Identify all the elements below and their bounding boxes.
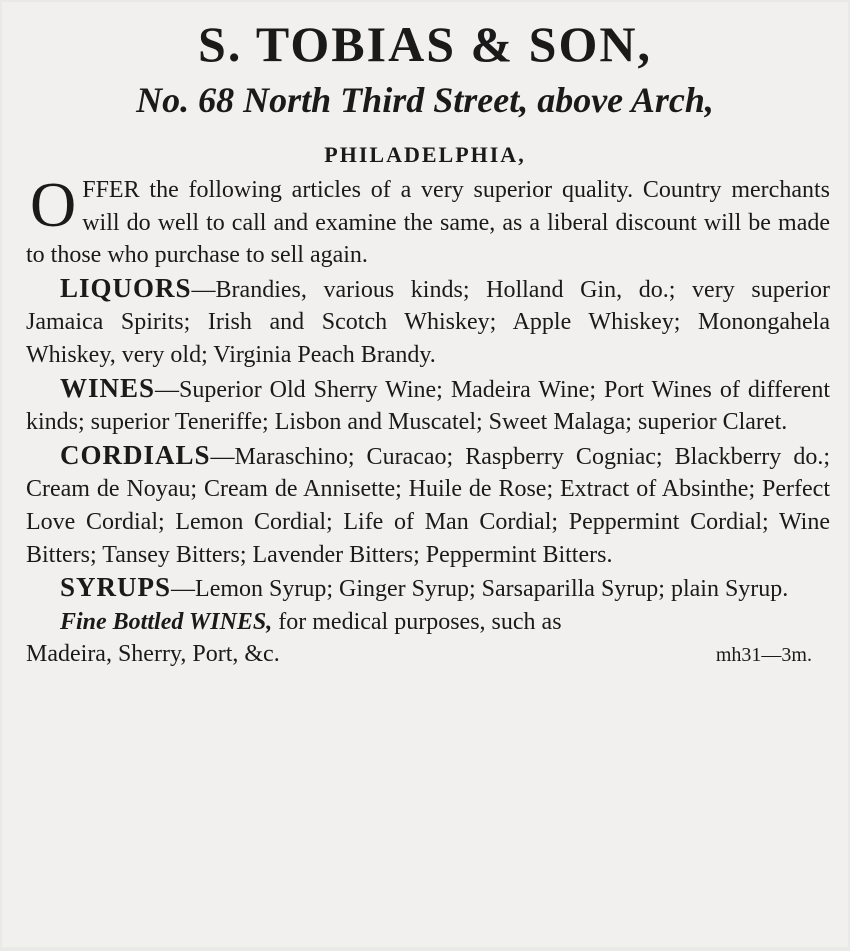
closing-line — [26, 638, 830, 672]
section-heading-liquors: LIQUORS — [60, 272, 192, 303]
fine-wines-list: Madeira, Sherry, Port, &c. — [26, 641, 280, 668]
section-syrups — [26, 571, 830, 606]
section-cordials — [26, 439, 830, 571]
ad-title: S. TOBIAS & SON, — [198, 16, 652, 72]
section-heading-syrups: SYRUPS — [60, 572, 172, 603]
insertion-code: mh31—3m. — [715, 644, 812, 667]
section-heading-wines: WINES — [60, 372, 156, 403]
ad-body — [26, 169, 830, 672]
section-liquors — [26, 272, 830, 372]
ad-city: PHILADELPHIA, — [324, 142, 526, 167]
section-heading-cordials: CORDIALS — [60, 439, 211, 470]
section-wines — [26, 372, 830, 439]
fine-wines-text: for medical purposes, such as — [272, 608, 562, 635]
section-text-cordials: —Maraschino; Curacao; Raspberry Cogniac; Blackberry do.; Cream de Noyau; Cream de Annisette; Huile de Rose; Extract of Absinthe; Perfect Love Cordial; Lemon Cordial; Life of Man Cordial; Peppermint Cordial; Wine Bitters; Tansey Bitters; Lavender Bitters; Peppermint Bitters. — [26, 443, 830, 568]
fine-wines-label: Fine Bottled WINES, — [60, 608, 273, 635]
intro-paragraph — [26, 169, 830, 272]
advertisement — [2, 2, 848, 947]
section-text-liquors: —Brandies, various kinds; Holland Gin, do.; very superior Jamaica Spirits; Irish and Scotch Whiskey; Apple Whiskey; Monongahela Whiskey, very old; Virginia Peach Brandy. — [26, 276, 830, 368]
fine-wines-note — [26, 606, 830, 639]
drop-cap: O — [30, 169, 77, 240]
ad-address: No. 68 North Third Street, above Arch, — [136, 80, 714, 120]
intro-text: FFER the following articles of a very superior quality. Country merchants will do well to call and examine the same, as a liberal discount will be made to those who purchase to sell again. — [26, 177, 830, 269]
section-text-syrups: —Lemon Syrup; Ginger Syrup; Sarsaparilla Syrup; plain Syrup. — [171, 576, 789, 603]
section-text-wines: —Superior Old Sherry Wine; Madeira Wine; Port Wines of different kinds; superior Teneriffe; Lisbon and Muscatel; Sweet Malaga; superior Claret. — [26, 376, 830, 436]
